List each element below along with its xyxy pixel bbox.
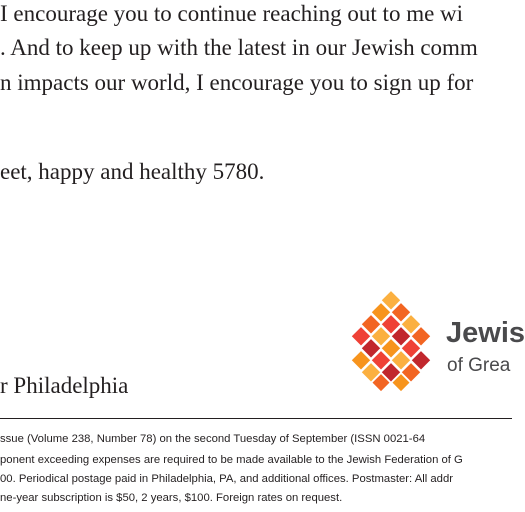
letter-line-3: n impacts our world, I encourage you to sign up for (0, 70, 474, 95)
publication-notice-line-4: ne-year subscription is $50, 2 years, $100. Foreign rates on request. (0, 492, 343, 504)
logo-tagline: of Grea (447, 355, 511, 376)
letter-closing: eet, happy and healthy 5780. (0, 159, 265, 184)
letter-line-1: I encourage you to continue reaching out to me wi (0, 1, 464, 26)
publication-notice-line-1: ssue (Volume 238, Number 78) on the second Tuesday of September (ISSN 0021-64 (0, 433, 426, 445)
publication-notice-line-2: ponent exceeding expenses are required to be made available to the Jewish Federation of G (0, 454, 463, 466)
federation-logo-icon (352, 294, 438, 392)
signature-line: r Philadelphia (0, 373, 129, 398)
logo-wordmark: Jewis (446, 317, 525, 349)
publication-notice-line-3: 00. Periodical postage paid in Philadelphia, PA, and additional offices. Postmaster: All addr (0, 473, 453, 485)
letter-line-2: . And to keep up with the latest in our Jewish comm (0, 35, 478, 60)
footer-divider (0, 418, 512, 419)
